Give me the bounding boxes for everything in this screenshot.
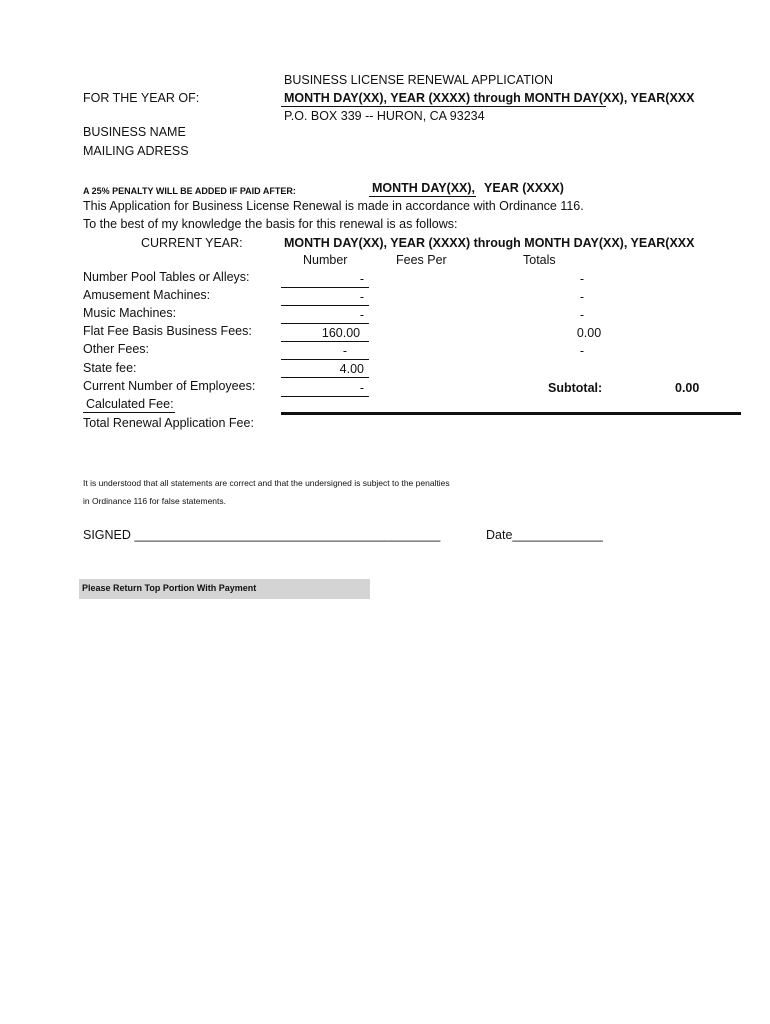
row-label-amusement-machines: Amusement Machines: xyxy=(83,288,211,302)
row-number-pool-tables: - xyxy=(359,272,364,286)
total-fee-label: Total Renewal Application Fee: xyxy=(83,416,254,430)
penalty-label: A 25% PENALTY WILL BE ADDED IF PAID AFTER: xyxy=(83,186,296,196)
return-portion-banner xyxy=(79,579,370,599)
row-label-other-fees: Other Fees: xyxy=(83,342,149,356)
calculated-fee-label: Calculated Fee: xyxy=(86,397,174,411)
row-number-music-machines: - xyxy=(359,308,364,322)
row-number-amusement-machines: - xyxy=(359,290,364,304)
year-underline xyxy=(281,106,606,107)
penalty-date-month: MONTH DAY(XX), xyxy=(372,181,476,195)
row-number-other-fees: - xyxy=(342,344,348,358)
certification-line-2: in Ordinance 116 for false statements. xyxy=(83,496,227,506)
business-name-label: BUSINESS NAME xyxy=(83,125,186,139)
return-portion-text: Please Return Top Portion With Payment xyxy=(82,583,257,593)
row-label-state-fee: State fee: xyxy=(83,361,137,375)
basis-statement: To the best of my knowledge the basis for this renewal is as follows: xyxy=(83,217,458,231)
ordinance-statement: This Application for Business License Renewal is made in accordance with Ordinance 116. xyxy=(83,199,584,213)
row-total-amusement-machines: - xyxy=(579,290,585,304)
signature-line[interactable]: SIGNED ____________________________________________ xyxy=(83,528,441,542)
subtotal-label: Subtotal: xyxy=(548,381,603,395)
penalty-date-year: YEAR (XXXX) xyxy=(484,181,564,195)
po-box-address: P.O. BOX 339 -- HURON, CA 93234 xyxy=(284,109,485,123)
row-label-employees: Current Number of Employees: xyxy=(83,379,256,393)
row-label-music-machines: Music Machines: xyxy=(83,306,177,320)
mailing-address-label: MAILING ADRESS xyxy=(83,144,189,158)
year-label: FOR THE YEAR OF: xyxy=(83,91,200,105)
row-underline-state-fee xyxy=(281,377,369,378)
column-number: Number xyxy=(303,253,348,267)
row-underline-music-machines xyxy=(281,323,369,324)
year-value: MONTH DAY(XX), YEAR (XXXX) through MONTH DAY(XX), YEAR(XXX xyxy=(284,91,695,105)
subtotal-value: 0.00 xyxy=(675,381,700,395)
row-total-pool-tables: - xyxy=(579,272,585,286)
row-total-music-machines: - xyxy=(579,308,585,322)
row-underline-pool-tables xyxy=(281,287,369,288)
row-number-employees: - xyxy=(359,381,364,395)
date-line[interactable]: Date_____________ xyxy=(486,528,603,542)
row-label-pool-tables: Number Pool Tables or Alleys: xyxy=(83,270,250,284)
row-total-flat-fee: 0.00 xyxy=(576,326,602,340)
row-underline-other-fees xyxy=(281,359,369,360)
certification-line-1: It is understood that all statements are correct and that the undersigned is subject to the penalties xyxy=(83,478,450,488)
total-rule xyxy=(281,412,741,415)
current-year-value: MONTH DAY(XX), YEAR (XXXX) through MONTH DAY(XX), YEAR(XXX xyxy=(284,236,695,250)
row-number-flat-fee: 160.00 xyxy=(321,326,361,340)
row-total-other-fees: - xyxy=(579,344,585,358)
row-label-flat-fee: Flat Fee Basis Business Fees: xyxy=(83,324,252,338)
current-year-label: CURRENT YEAR: xyxy=(141,236,243,250)
calculated-fee-underline xyxy=(83,412,175,413)
column-fees-per: Fees Per xyxy=(396,253,447,267)
penalty-date-underline xyxy=(369,196,476,197)
form-title: BUSINESS LICENSE RENEWAL APPLICATION xyxy=(284,73,554,87)
row-underline-employees xyxy=(281,396,369,397)
column-totals: Totals xyxy=(523,253,556,267)
row-underline-flat-fee xyxy=(281,341,369,342)
row-number-state-fee: 4.00 xyxy=(339,362,364,376)
row-underline-amusement-machines xyxy=(281,305,369,306)
